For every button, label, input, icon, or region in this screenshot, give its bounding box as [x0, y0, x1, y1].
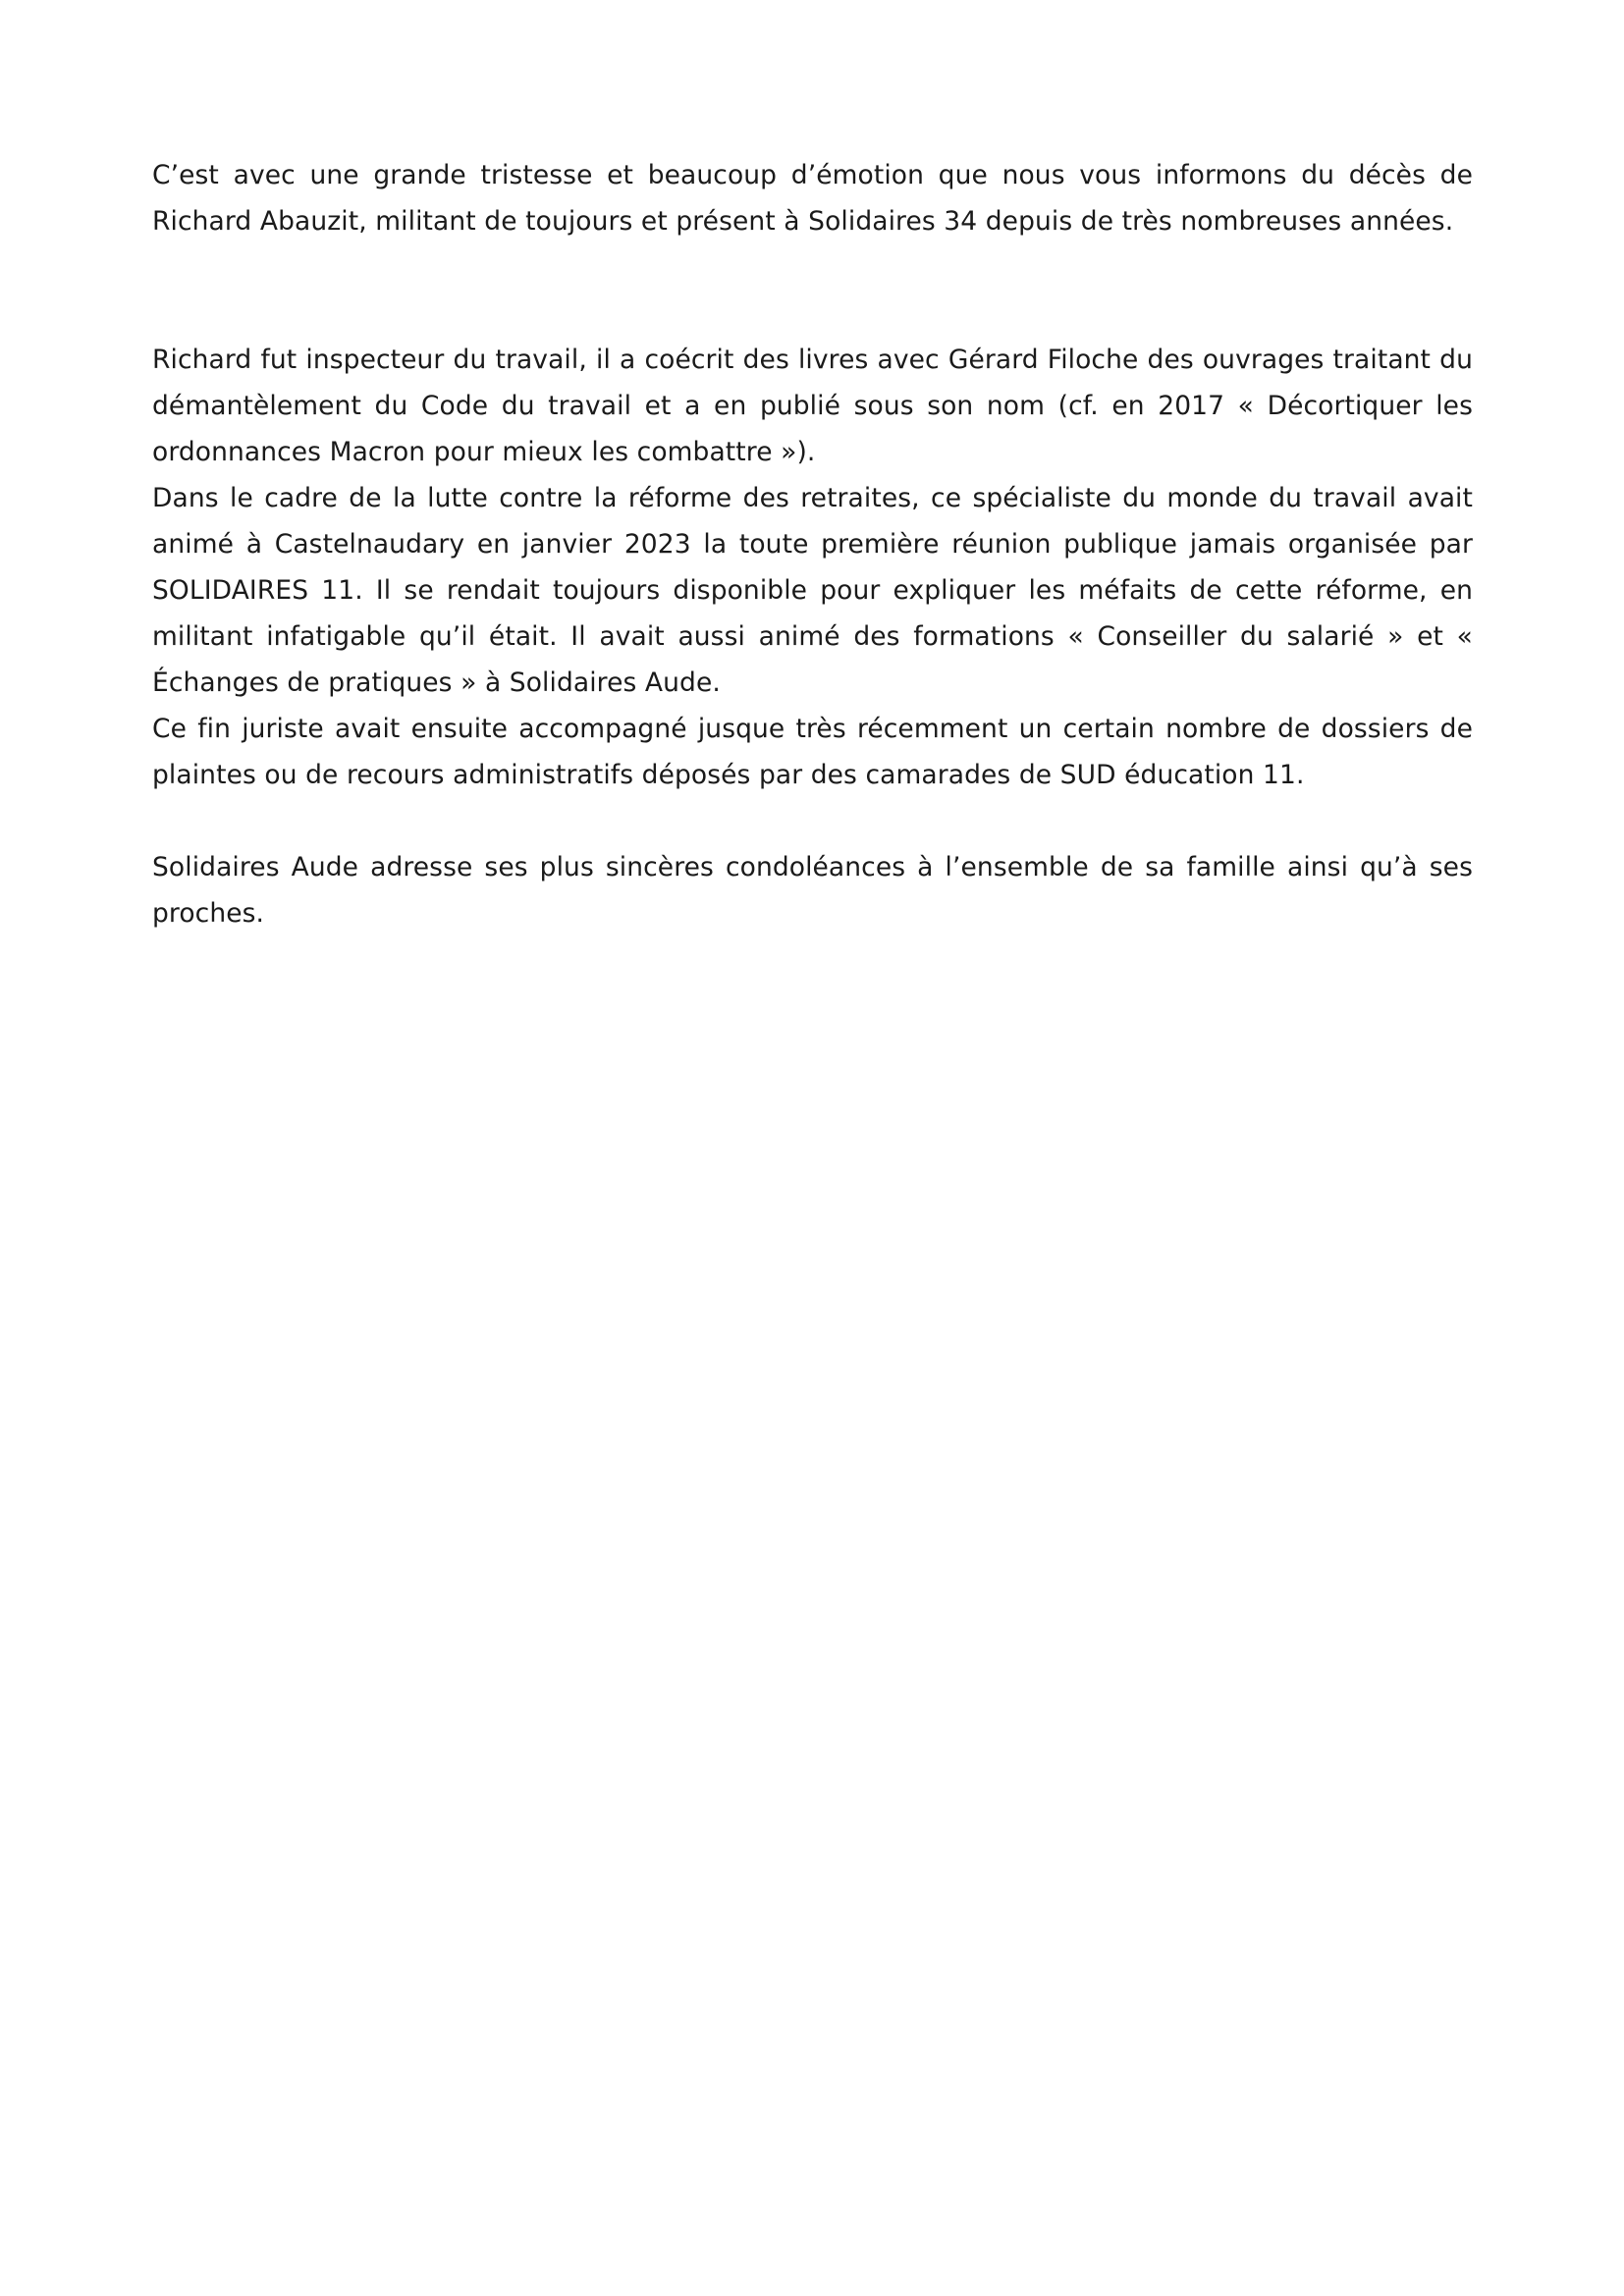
document-body — [152, 152, 1473, 936]
paragraph-condolences: Solidaires Aude adresse ses plus sincères condoléances à l’ensemble de sa famille ainsi qu’à ses proches. — [152, 852, 1473, 929]
paragraph-spacer — [152, 798, 1473, 844]
paragraph-biography-books: Richard fut inspecteur du travail, il a coécrit des livres avec Gérard Filoche des ouvrages traitant du démantèlement du Code du travail et a en publié sous son nom (cf. en 2017 « Décortiquer les ordonnances Macron pour mieux les combattre »). — [152, 345, 1473, 467]
paragraph-pension-reform-activity: Dans le cadre de la lutte contre la réforme des retraites, ce spécialiste du monde du travail avait animé à Castelnaudary en janvier 2023 la toute première réunion publique jamais organisée par SOLIDAIRES 11. Il se rendait toujours disponible pour expliquer les méfaits de cette réforme, en militant infatigable qu’il était. Il avait aussi animé des formations « Conseiller du salarié » et « Échanges de pratiques » à Solidaires Aude. — [152, 483, 1473, 698]
paragraph-announcement: C’est avec une grande tristesse et beaucoup d’émotion que nous vous informons du décès de Richard Abauzit, militant de toujours et présent à Solidaires 34 depuis de très nombreuses années. — [152, 160, 1473, 237]
paragraph-spacer — [152, 244, 1473, 337]
paragraph-legal-support: Ce fin juriste avait ensuite accompagné jusque très récemment un certain nombre de dossiers de plaintes ou de recours administratifs déposés par des camarades de SUD éducation 11. — [152, 714, 1473, 790]
